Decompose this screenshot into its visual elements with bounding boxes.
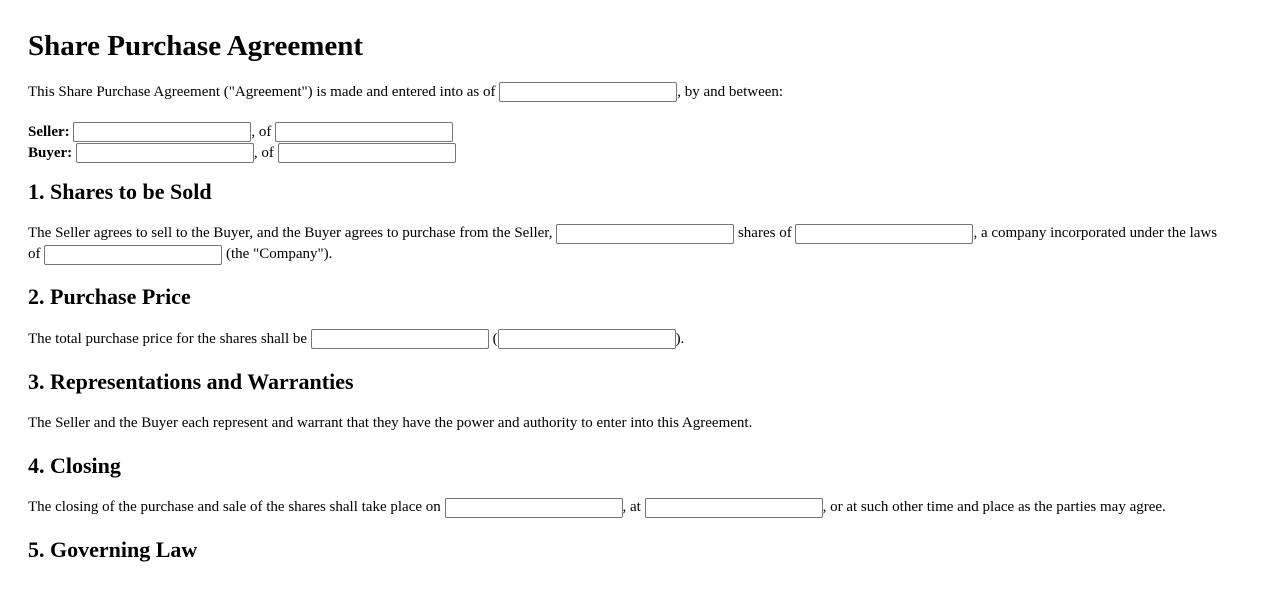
section-price-heading: 2. Purchase Price	[28, 284, 191, 310]
section-shares-paragraph	[28, 223, 1230, 265]
intro-paragraph	[28, 82, 1250, 103]
shares-text-3: , a company incorporated under the laws of	[28, 225, 1218, 263]
seller-label: Seller:	[28, 123, 70, 140]
closing-date-input[interactable]	[445, 498, 623, 518]
seller-of-text: , of	[251, 123, 272, 140]
shares-text-4: (the "Company").	[222, 246, 333, 263]
price-figures-input[interactable]	[311, 329, 489, 349]
seller-address-input[interactable]	[275, 122, 453, 142]
agreement-date-input[interactable]	[499, 82, 677, 102]
shares-text-2: shares of	[734, 225, 796, 242]
buyer-row	[28, 143, 1250, 164]
section-warranties-heading: 3. Representations and Warranties	[28, 368, 354, 394]
section-closing-heading: 4. Closing	[28, 452, 121, 478]
number-of-shares-input[interactable]	[556, 224, 734, 244]
document-title: Share Purchase Agreement	[28, 30, 364, 62]
seller-row	[28, 122, 1250, 143]
buyer-label: Buyer:	[28, 144, 73, 161]
company-name-input[interactable]	[795, 224, 973, 244]
buyer-name-input[interactable]	[76, 143, 254, 163]
section-shares-heading: 1. Shares to be Sold	[28, 178, 212, 204]
closing-text-3: , or at such other time and place as the parties may agree.	[822, 499, 1166, 516]
jurisdiction-input[interactable]	[44, 245, 222, 265]
price-text-1: The total purchase price for the shares shall be	[28, 330, 311, 347]
closing-text-1: The closing of the purchase and sale of the shares shall take place on	[28, 499, 445, 516]
buyer-of-text: , of	[253, 144, 274, 161]
price-text-3: ).	[675, 330, 685, 347]
shares-text-1: The Seller agrees to sell to the Buyer, and the Buyer agrees to purchase from the Seller,	[28, 225, 557, 242]
section-warranties-paragraph: The Seller and the Buyer each represent and warrant that they have the power and authority to enter into this Agreement.	[28, 414, 753, 431]
price-text-2: (	[488, 330, 498, 347]
buyer-address-input[interactable]	[278, 143, 456, 163]
price-words-input[interactable]	[498, 329, 676, 349]
seller-name-input[interactable]	[73, 122, 251, 142]
section-price-paragraph	[28, 329, 1250, 350]
intro-text-after: , by and between:	[677, 83, 784, 100]
closing-place-input[interactable]	[645, 498, 823, 518]
section-law-heading: 5. Governing Law	[28, 537, 198, 563]
section-closing-paragraph	[28, 497, 1250, 518]
intro-text-before: This Share Purchase Agreement ("Agreement") is made and entered into as of	[28, 83, 500, 100]
closing-text-2: , at	[622, 499, 645, 516]
parties-block	[28, 122, 1250, 164]
